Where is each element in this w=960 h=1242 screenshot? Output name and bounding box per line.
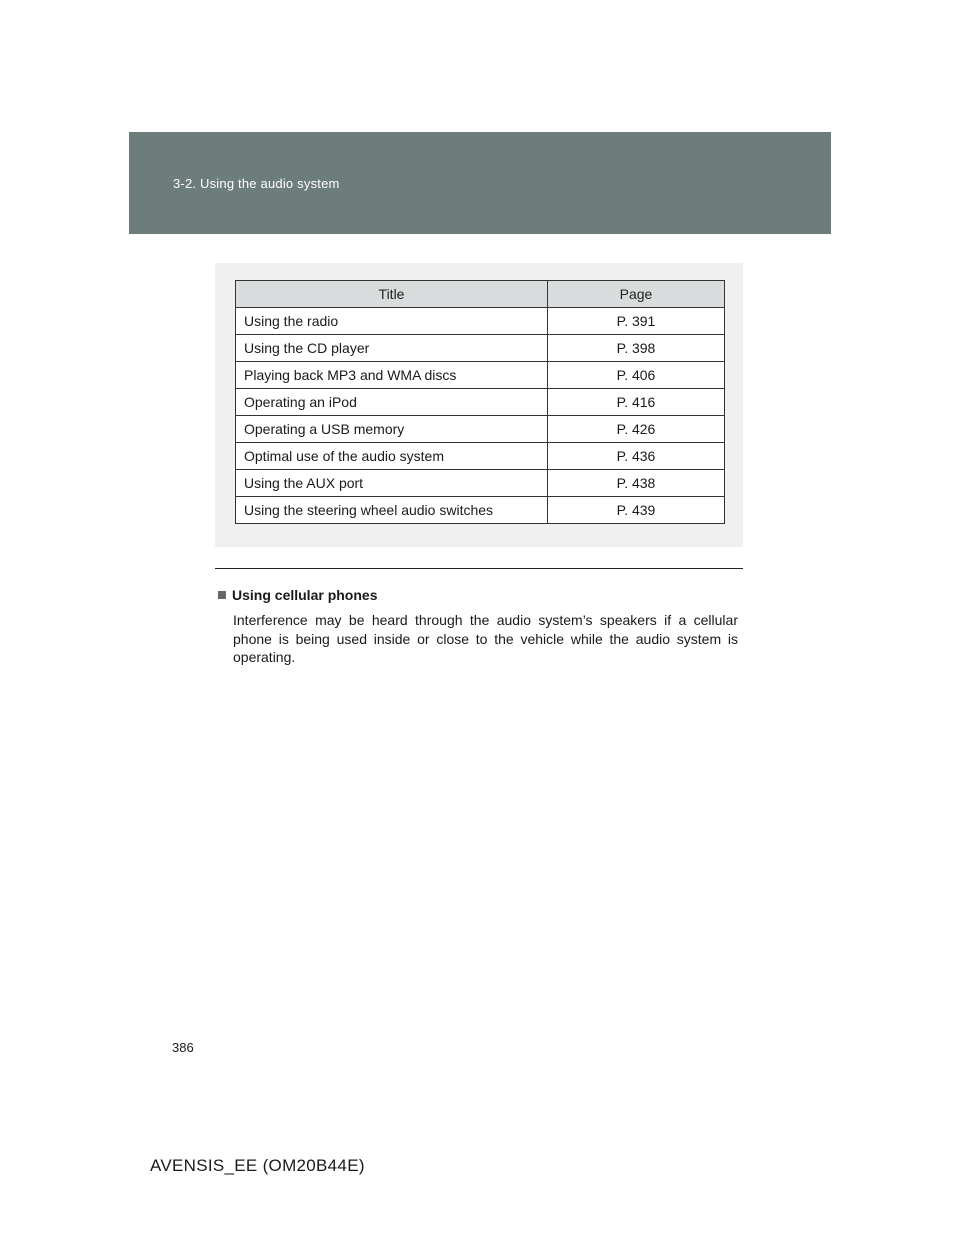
row-page: P. 406 [548, 362, 725, 389]
row-title: Using the CD player [236, 335, 548, 362]
page-number: 386 [172, 1040, 194, 1055]
note-heading [218, 587, 377, 603]
table-row [236, 362, 725, 389]
row-title: Using the AUX port [236, 470, 548, 497]
table-row [236, 416, 725, 443]
table-row [236, 497, 725, 524]
note-heading-text: Using cellular phones [232, 587, 378, 603]
row-title: Optimal use of the audio system [236, 443, 548, 470]
square-bullet-icon [218, 591, 226, 599]
contents-table-panel [215, 263, 743, 547]
column-header-title: Title [236, 281, 548, 308]
row-page: P. 439 [548, 497, 725, 524]
row-page: P. 391 [548, 308, 725, 335]
table-row [236, 335, 725, 362]
table-row [236, 389, 725, 416]
document-code: AVENSIS_EE (OM20B44E) [150, 1156, 365, 1175]
row-page: P. 436 [548, 443, 725, 470]
contents-table [235, 280, 725, 524]
row-page: P. 438 [548, 470, 725, 497]
table-row [236, 470, 725, 497]
table-row [236, 443, 725, 470]
note-body: Interference may be heard through the audio system’s speakers if a cellular phone is being used inside or close to the vehicle while the audio system is operating. [233, 612, 738, 665]
row-title: Using the steering wheel audio switches [236, 497, 548, 524]
row-title: Using the radio [236, 308, 548, 335]
row-page: P. 416 [548, 389, 725, 416]
section-title: 3-2. Using the audio system [173, 176, 340, 191]
section-divider [215, 568, 743, 569]
row-page: P. 426 [548, 416, 725, 443]
table-row [236, 308, 725, 335]
column-header-page: Page [548, 281, 725, 308]
row-title: Playing back MP3 and WMA discs [236, 362, 548, 389]
row-title: Operating an iPod [236, 389, 548, 416]
row-title: Operating a USB memory [236, 416, 548, 443]
table-header-row [236, 281, 725, 308]
row-page: P. 398 [548, 335, 725, 362]
